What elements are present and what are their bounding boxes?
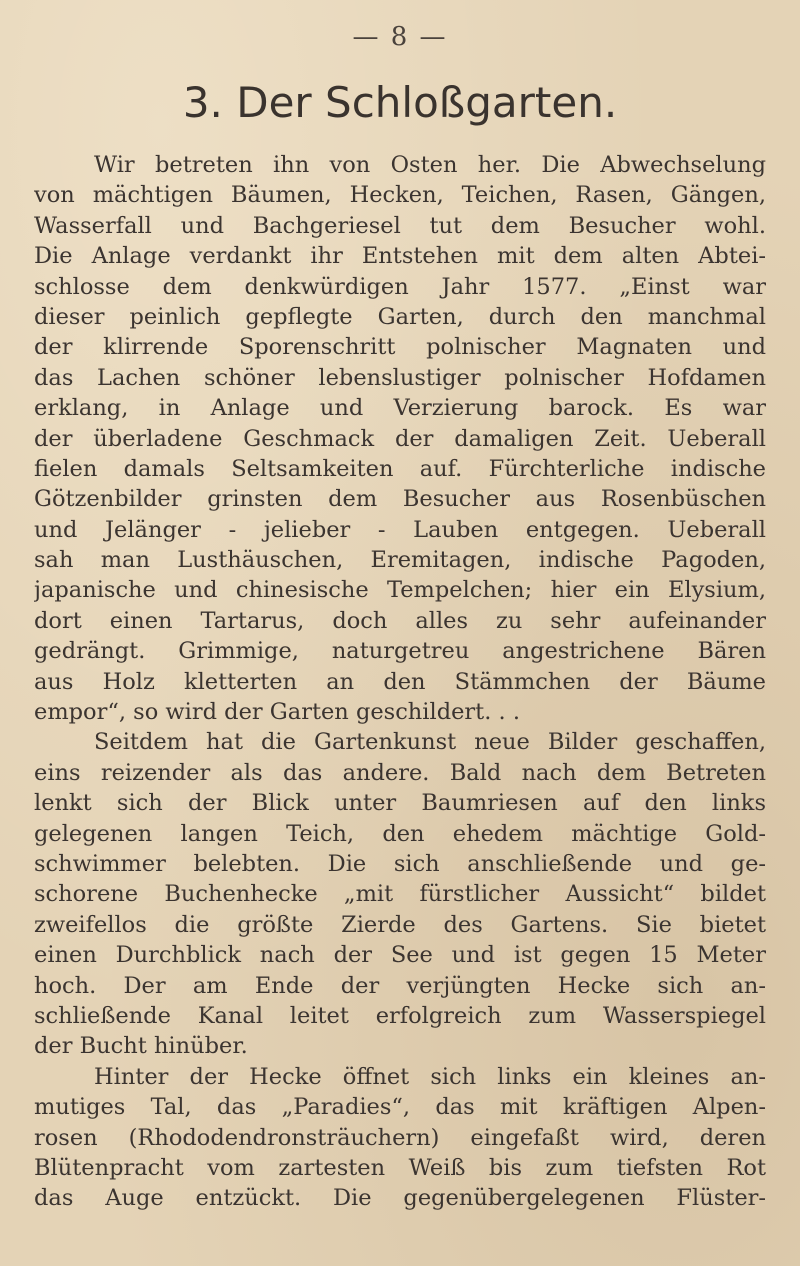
- page-number: — 8 —: [352, 22, 448, 52]
- text-line: der Bucht hinüber.: [34, 1033, 248, 1060]
- text-line: von mächtigen Bäumen, Hecken, Teichen, Rasen, Gängen,: [34, 182, 766, 209]
- text-line: Seitdem hat die Gartenkunst neue Bilder geschaffen,: [94, 729, 766, 756]
- text-line: eins reizender als das andere. Bald nach dem Betreten: [34, 759, 766, 786]
- body-text: [34, 150, 766, 1214]
- text-line: der überladene Geschmack der damaligen Zeit. Ueberall: [34, 425, 766, 452]
- text-line: dort einen Tartarus, doch alles zu sehr aufeinander: [34, 607, 766, 634]
- text-line: das Lachen schöner lebenslustiger polnischer Hofdamen: [34, 364, 766, 391]
- text-line: schlosse dem denkwürdigen Jahr 1577. „Einst war: [34, 273, 766, 300]
- text-line: Blütenpracht vom zartesten Weiß bis zum tiefsten Rot: [34, 1154, 766, 1181]
- text-line: Die Anlage verdankt ihr Entstehen mit dem alten Abtei-: [34, 243, 766, 270]
- text-line: einen Durchblick nach der See und ist gegen 15 Meter: [34, 942, 766, 969]
- text-line: und Jelänger - jelieber - Lauben entgegen. Ueberall: [34, 516, 766, 543]
- text-line: schwimmer belebten. Die sich anschließende und ge-: [34, 850, 766, 877]
- text-line: schorene Buchenhecke „mit fürstlicher Aussicht“ bildet: [34, 881, 766, 908]
- text-line: empor“, so wird der Garten geschildert. . .: [34, 699, 520, 726]
- text-line: fielen damals Seltsamkeiten auf. Fürchterliche indische: [34, 455, 766, 482]
- text-line: erklang, in Anlage und Verzierung barock. Es war: [34, 395, 766, 422]
- text-line: sah man Lusthäuschen, Eremitagen, indische Pagoden,: [34, 547, 766, 574]
- text-line: japanische und chinesische Tempelchen; hier ein Elysium,: [34, 577, 766, 604]
- text-line: rosen (Rhododendronsträuchern) eingefaßt wird, deren: [34, 1124, 766, 1151]
- text-line: gedrängt. Grimmige, naturgetreu angestrichene Bären: [34, 638, 766, 665]
- text-line: gelegenen langen Teich, den ehedem mächtige Gold-: [34, 820, 766, 847]
- text-line: mutiges Tal, das „Paradies“, das mit kräftigen Alpen-: [34, 1094, 766, 1121]
- text-line: hoch. Der am Ende der verjüngten Hecke sich an-: [34, 972, 766, 999]
- text-line: zweifellos die größte Zierde des Gartens. Sie bietet: [34, 911, 766, 938]
- text-line: aus Holz kletterten an den Stämmchen der Bäume: [34, 668, 766, 695]
- text-line: Hinter der Hecke öffnet sich links ein kleines an-: [94, 1063, 766, 1090]
- text-line: schließende Kanal leitet erfolgreich zum Wasserspiegel: [34, 1002, 766, 1029]
- text-line: das Auge entzückt. Die gegenübergelegenen Flüster-: [34, 1185, 766, 1212]
- chapter-title: 3. Der Schloßgarten.: [182, 78, 618, 127]
- text-line: dieser peinlich gepflegte Garten, durch den manchmal: [34, 303, 766, 330]
- text-line: Wasserfall und Bachgeriesel tut dem Besucher wohl.: [34, 212, 766, 239]
- text-line: Götzenbilder grinsten dem Besucher aus Rosenbüschen: [34, 486, 766, 513]
- text-line: Wir betreten ihn von Osten her. Die Abwechselung: [94, 152, 766, 178]
- text-line: der klirrende Sporenschritt polnischer Magnaten und: [34, 334, 766, 361]
- text-line: lenkt sich der Blick unter Baumriesen auf den links: [34, 790, 766, 817]
